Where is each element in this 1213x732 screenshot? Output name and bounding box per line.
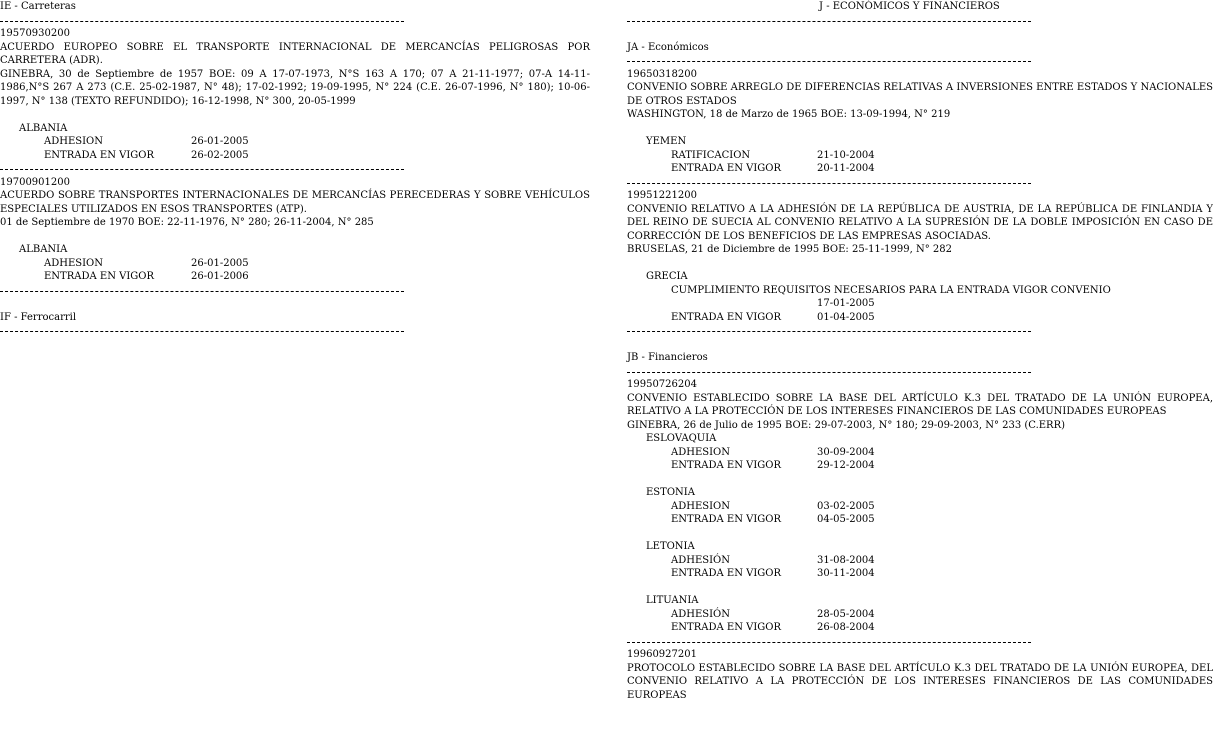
status-date: 03-02-2005 [817, 500, 875, 512]
treaty-place-boe: GINEBRA, 26 de Julio de 1995 BOE: 29-07-2003, N° 180; 29-09-2003, N° 233 (C.ERR) [627, 419, 1066, 431]
country-name: ALBANIA [19, 244, 68, 255]
status-date: 28-05-2004 [817, 608, 875, 620]
status-row [627, 459, 1213, 473]
treaty-entry [0, 27, 590, 162]
status-label: ADHESIÓN [671, 608, 731, 620]
status-label: ENTRADA EN VIGOR [44, 271, 155, 282]
status-row [627, 567, 1213, 581]
status-row [627, 608, 1213, 622]
status-date: 26-01-2005 [191, 136, 249, 147]
right-column [627, 0, 1213, 702]
country-name: LETONIA [646, 541, 695, 552]
status-label: ENTRADA EN VIGOR [44, 149, 155, 161]
status-date: 01-04-2005 [817, 311, 875, 323]
status-date: 21-10-2004 [817, 149, 875, 161]
status-date: 04-05-2005 [817, 514, 875, 525]
status-date: 26-01-2006 [191, 271, 249, 282]
divider [627, 365, 1213, 379]
status-label: ADHESION [671, 446, 731, 458]
treaty-code: 19960927201 [627, 649, 697, 660]
country-name: ESTONIA [646, 487, 695, 498]
treaty-code: 19650318200 [627, 68, 697, 80]
status-row [627, 149, 1213, 163]
divider [627, 54, 1213, 68]
country-name: ESLOVAQUIA [646, 433, 717, 444]
country-name: ALBANIA [19, 122, 68, 134]
divider [627, 635, 1213, 649]
treaty-title: PROTOCOLO ESTABLECIDO SOBRE LA BASE DEL ARTÍCULO K.3 DEL TRATADO DE LA UNIÓN EUROPEA, DEL CONVENIO RELATIVO A LA PROTECCIÓN DE LOS INTERESES FINANCIEROS DE LAS COMUNIDADES EUROPEAS [627, 662, 1213, 701]
divider [0, 284, 590, 298]
status-label: ADHESION [44, 136, 104, 147]
status-row [627, 162, 1213, 176]
treaty-entry [627, 378, 1213, 635]
status-date: 30-09-2004 [817, 446, 875, 458]
status-row [0, 135, 590, 149]
treaty-title: CONVENIO SOBRE ARREGLO DE DIFERENCIAS RELATIVAS A INVERSIONES ENTRE ESTADOS Y NACIONALES DE OTROS ESTADOS [627, 82, 1213, 107]
status-date: 30-11-2004 [817, 568, 875, 579]
treaty-place-boe: WASHINGTON, 18 de Marzo de 1965 BOE: 13-09-1994, N° 219 [627, 109, 951, 120]
status-row [627, 500, 1213, 514]
status-label: ENTRADA EN VIGOR [671, 514, 782, 525]
section-ie-heading: IE - Carreteras [0, 1, 76, 12]
status-label: ENTRADA EN VIGOR [671, 311, 782, 323]
status-row [0, 149, 590, 163]
chapter-heading: J - ECONÓMICOS Y FINANCIEROS [819, 1, 1000, 12]
treaty-code: 19950726204 [627, 379, 697, 390]
status-label: RATIFICACION [671, 149, 751, 161]
status-row [627, 446, 1213, 460]
section-ja-heading: JA - Económicos [627, 41, 709, 53]
section-if-heading: IF - Ferrocarril [0, 311, 77, 323]
status-label: ENTRADA EN VIGOR [671, 163, 782, 174]
status-label: ENTRADA EN VIGOR [671, 460, 782, 471]
status-row [627, 621, 1213, 635]
status-date: 31-08-2004 [817, 554, 875, 566]
status-date: 20-11-2004 [817, 163, 875, 174]
treaty-entry [627, 68, 1213, 176]
country-name: YEMEN [646, 136, 687, 147]
section-jb-heading: JB - Financieros [627, 352, 708, 363]
status-label: ADHESION [44, 257, 104, 269]
treaty-place-boe: 01 de Septiembre de 1970 BOE: 22-11-1976, N° 280; 26-11-2004, N° 285 [0, 217, 374, 228]
status-label: ENTRADA EN VIGOR [671, 568, 782, 579]
status-label: ADHESIÓN [671, 554, 731, 566]
treaty-title: ACUERDO SOBRE TRANSPORTES INTERNACIONALES DE MERCANCÍAS PERECEDERAS Y SOBRE VEHÍCULOS ESPECIALES UTILIZADOS EN ESOS TRANSPORTES (ATP). [0, 190, 590, 215]
country-name: GRECIA [646, 271, 688, 282]
status-row [627, 311, 1213, 325]
treaty-place-boe: BRUSELAS, 21 de Diciembre de 1995 BOE: 25-11-1999, N° 282 [627, 244, 952, 255]
status-row [627, 554, 1213, 568]
treaty-entry [627, 648, 1213, 702]
left-column [0, 0, 590, 338]
treaty-code: 19951221200 [627, 190, 697, 201]
treaty-title: CONVENIO RELATIVO A LA ADHESIÓN DE LA REPÚBLICA DE AUSTRIA, DE LA REPÚBLICA DE FINLANDIA Y DEL REINO DE SUECIA AL CONVENIO RELATIVO A LA SUPRESIÓN DE LA DOBLE IMPOSICIÓN EN CASO DE CORRECCIÓN DE LOS BENEFICIOS DE LAS EMPRESAS ASOCIADAS. [627, 203, 1213, 242]
treaty-code: 19570930200 [0, 28, 70, 39]
treaty-title: ACUERDO EUROPEO SOBRE EL TRANSPORTE INTERNACIONAL DE MERCANCÍAS PELIGROSAS POR CARRETERA (ADR). [0, 41, 590, 66]
treaty-entry [0, 176, 590, 284]
requirement-label: CUMPLIMIENTO REQUISITOS NECESARIOS PARA LA ENTRADA VIGOR CONVENIO [671, 284, 1111, 296]
treaty-code: 19700901200 [0, 176, 70, 188]
status-row [0, 257, 590, 271]
status-date: 26-08-2004 [817, 622, 875, 633]
treaty-entry [627, 189, 1213, 324]
status-row [0, 270, 590, 284]
status-date: 26-01-2005 [191, 257, 249, 269]
status-row [627, 513, 1213, 527]
status-label: ADHESION [671, 500, 731, 512]
status-date: 29-12-2004 [817, 460, 875, 471]
divider [627, 14, 1213, 28]
status-date: 26-02-2005 [191, 149, 249, 161]
treaty-title: CONVENIO ESTABLECIDO SOBRE LA BASE DEL ARTÍCULO K.3 DEL TRATADO DE LA UNIÓN EUROPEA, RELATIVO A LA PROTECCIÓN DE LOS INTERESES FINANCIEROS DE LAS COMUNIDADES EUROPEAS [627, 392, 1213, 417]
divider [627, 176, 1213, 190]
status-label: ENTRADA EN VIGOR [671, 622, 782, 633]
divider [0, 162, 590, 176]
requirement-date: 17-01-2005 [817, 298, 875, 309]
divider [0, 14, 590, 28]
treaty-place-boe: GINEBRA, 30 de Septiembre de 1957 BOE: 09 A 17-07-1973, N°S 163 A 170; 07 A 21-11-1977; 07-A 14-11-1986,N°S 267 A 273 (C.E. 25-02-1987, N° 48); 17-02-1992; 19-09-1995, N° 224 (C.E. 26-07-1996, N° 180); 10-06-1997, N° 138 (TEXTO REFUNDIDO); 16-12-1998, N° 300, 20-05-1999 [0, 68, 590, 107]
divider [0, 324, 590, 338]
country-name: LITUANIA [646, 595, 699, 606]
divider [627, 324, 1213, 338]
